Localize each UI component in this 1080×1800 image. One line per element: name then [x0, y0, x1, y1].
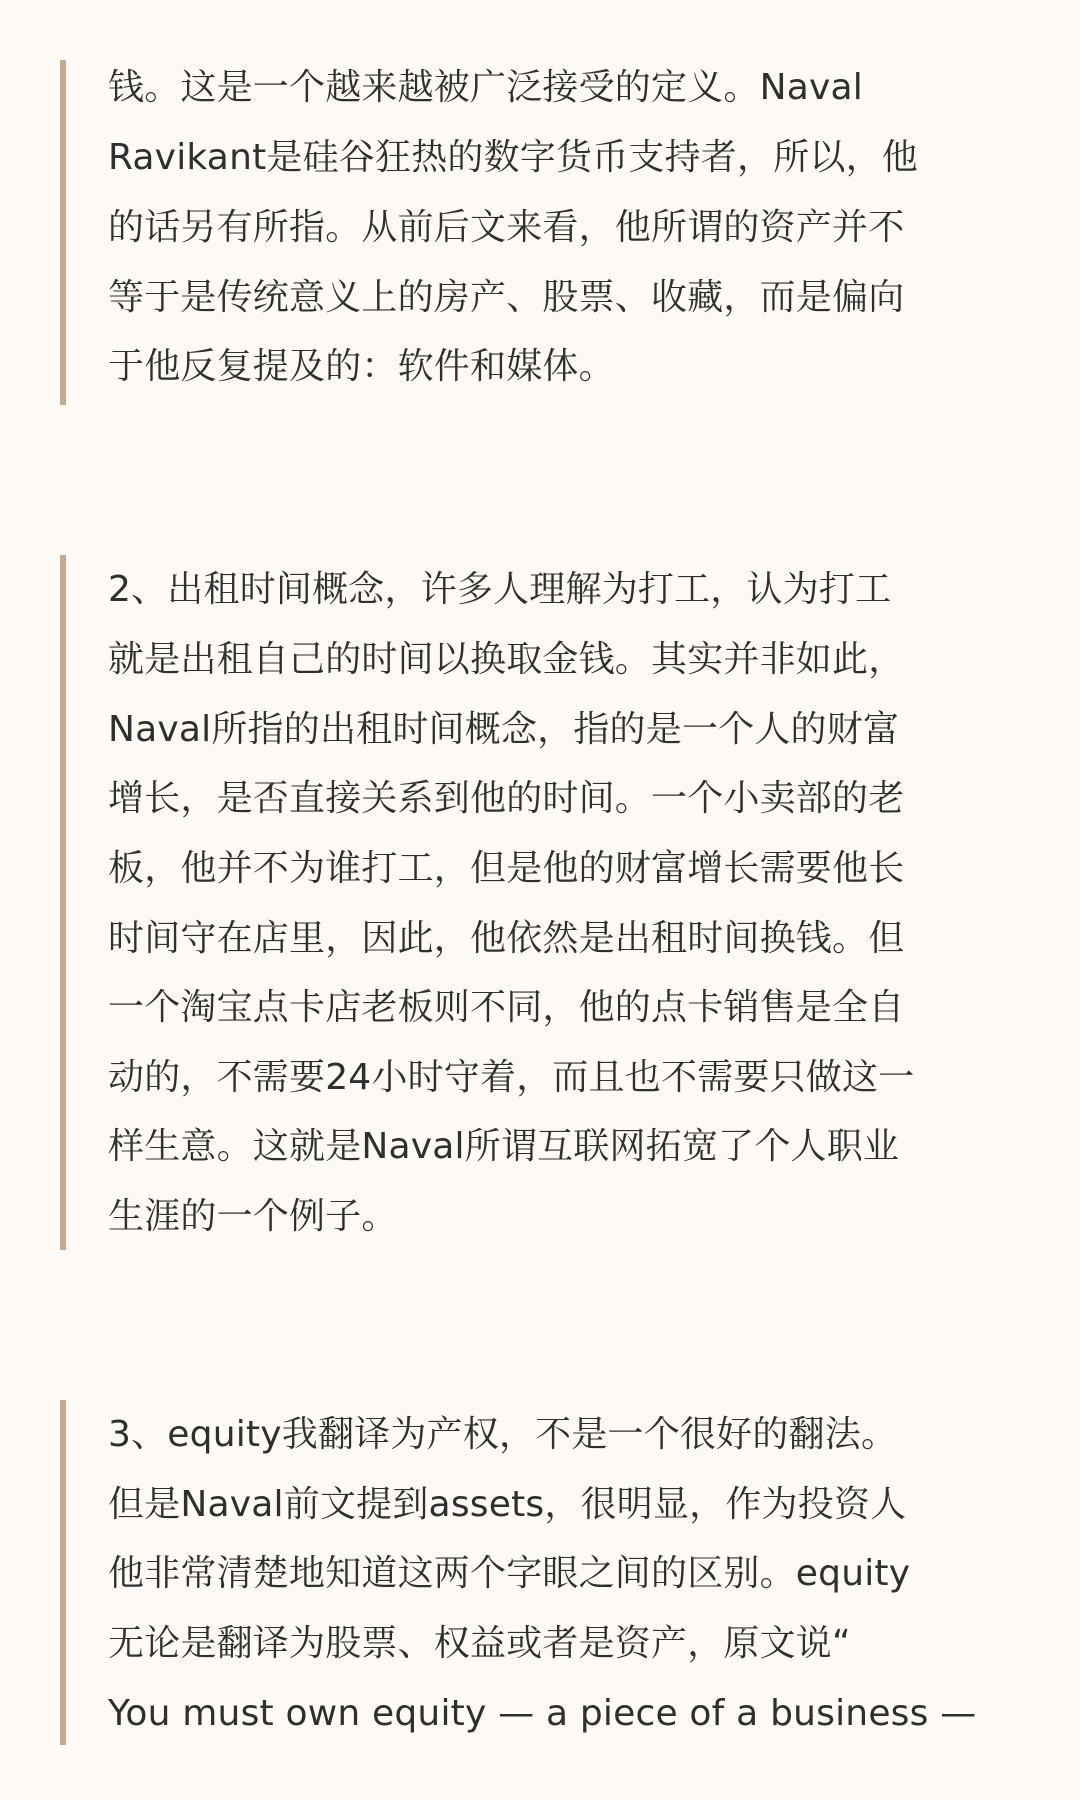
blockquote-1	[60, 60, 1026, 405]
quote-line: 但是Naval前文提到assets，很明显，作为投资人	[108, 1484, 907, 1525]
quote-line: Ravikant是硅谷狂热的数字货币支持者，所以，他	[108, 137, 918, 178]
quote-line: 增长，是否直接关系到他的时间。一个小卖部的老	[108, 778, 905, 819]
quote-line: 样生意。这就是Naval所谓互联网拓宽了个人职业	[108, 1126, 900, 1167]
blockquote-3	[60, 1400, 1026, 1745]
quote-line: 一个淘宝点卡店老板则不同，他的点卡销售是全自	[108, 987, 905, 1028]
quote-line: 等于是传统意义上的房产、股票、收藏，而是偏向	[108, 277, 905, 318]
quote-line: 板，他并不为谁打工，但是他的财富增长需要他长	[108, 848, 905, 889]
quote-line: Naval所指的出租时间概念，指的是一个人的财富	[108, 709, 900, 750]
quote-line: 生涯的一个例子。	[108, 1196, 398, 1237]
quote-line: 就是出租自己的时间以换取金钱。其实并非如此，	[108, 639, 905, 680]
quote-line: 钱。这是一个越来越被广泛接受的定义。Naval	[108, 67, 863, 108]
quote-line: 2、出租时间概念，许多人理解为打工，认为打工	[108, 569, 892, 610]
quote-line: You must own equity — a piece of a business —	[108, 1693, 977, 1734]
quote-line: 于他反复提及的：软件和媒体。	[108, 346, 615, 387]
quote-line: 动的，不需要24小时守着，而且也不需要只做这一	[108, 1057, 915, 1098]
quote-line: 他非常清楚地知道这两个字眼之间的区别。equity	[108, 1553, 911, 1594]
quote-line: 3、equity我翻译为产权，不是一个很好的翻法。	[108, 1414, 898, 1455]
quote-line: 时间守在店里，因此，他依然是出租时间换钱。但	[108, 918, 905, 959]
quote-line: 无论是翻译为股票、权益或者是资产，原文说“	[108, 1623, 851, 1664]
quote-line: 的话另有所指。从前后文来看，他所谓的资产并不	[108, 207, 905, 248]
blockquote-2	[60, 555, 1026, 1250]
